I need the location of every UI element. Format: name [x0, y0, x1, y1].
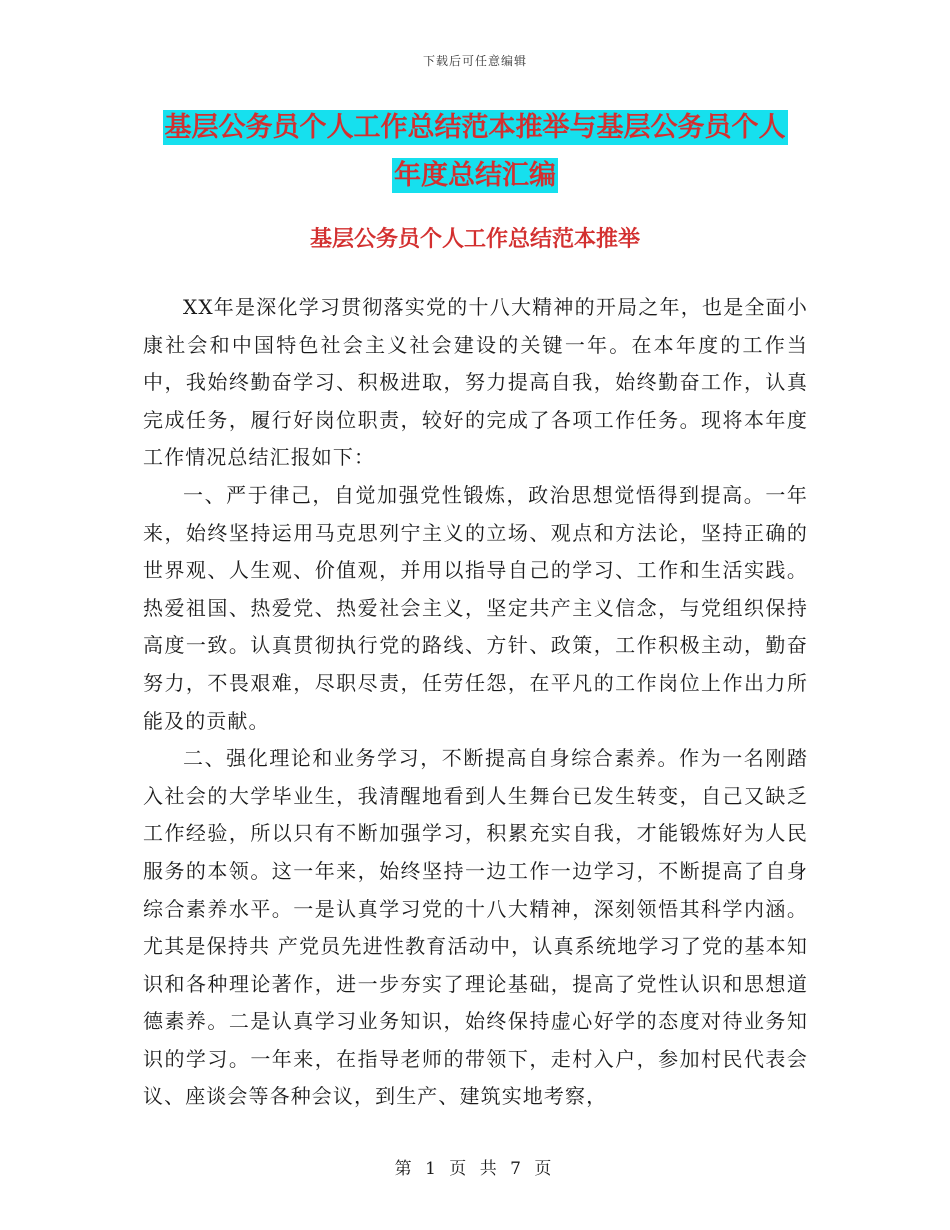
title-line-2: 年度总结汇编 — [394, 160, 556, 191]
page-header: 下载后可任意编辑 — [422, 54, 527, 68]
document-body — [143, 289, 808, 1116]
title-line-1: 基层公务员个人工作总结范本推举与基层公务员个人 — [164, 112, 786, 143]
document-title — [150, 104, 800, 200]
section-title: 基层公务员个人工作总结范本推举 — [309, 227, 640, 252]
paragraph-2: 一、严于律己，自觉加强党性锻炼，政治思想觉悟得到提高。一年来，始终坚持运用马克思列宁主义的立场、观点和方法论，坚持正确的世界观、人生观、价值观，并用以指导自己的学习、工作和生活实践。热爱祖国、热爱党、热爱社会主义，坚定共产主义信念，与党组织保持高度一致。认真贯彻执行党的路线、方针、政策，工作积极主动，勤奋努力，不畏艰难，尽职尽责，任劳任怨，在平凡的工作岗位上作出力所能及的贡献。 — [143, 482, 808, 733]
page-number-footer: 第 1 页 共 7 页 — [394, 1159, 556, 1179]
paragraph-1: XX年是深化学习贯彻落实党的十八大精神的开局之年，也是全面小康社会和中国特色社会主义社会建设的关键一年。在本年度的工作当中，我始终勤奋学习、积极进取，努力提高自我，始终勤奋工作，认真完成任务，履行好岗位职责，较好的完成了各项工作任务。现将本年度工作情况总结汇报如下： — [143, 295, 808, 470]
paragraph-3: 二、强化理论和业务学习，不断提高自身综合素养。作为一名刚踏入社会的大学毕业生，我清醒地看到人生舞台已发生转变，自己又缺乏工作经验，所以只有不断加强学习，积累充实自我，才能锻炼好为人民服务的本领。这一年来，始终坚持一边工作一边学习，不断提高了自身综合素养水平。一是认真学习党的十八大精神，深刻领悟其科学内涵。尤其是保持共 产党员先进性教育活动中，认真系统地学习了党的基本知识和各种理论著作，进一步夯实了理论基础，提高了党性认识和思想道德素养。二是认真学习业务知识，始终保持虚心好学的态度对待业务知识的学习。一年来，在指导老师的带领下，走村入户，参加村民代表会议、座谈会等各种会议，到生产、建筑实地考察， — [143, 746, 808, 1109]
